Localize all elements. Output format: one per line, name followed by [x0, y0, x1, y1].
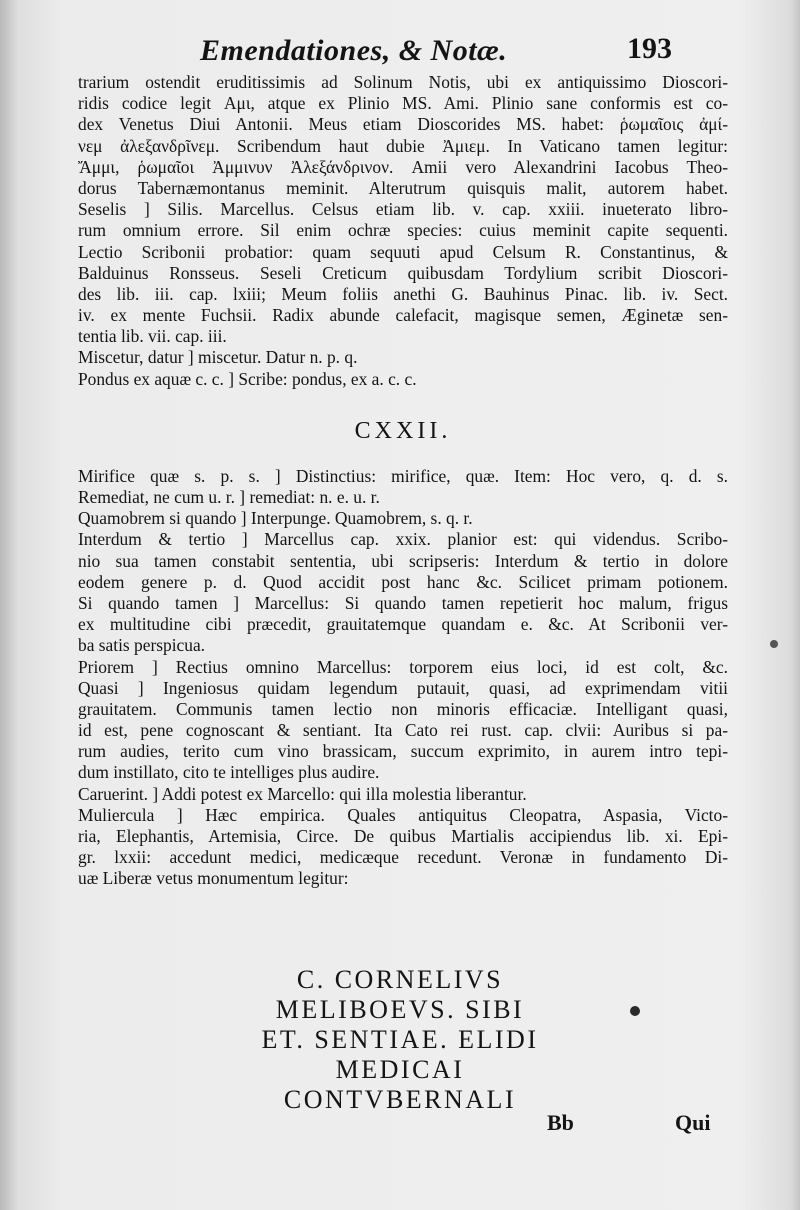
text-line: Lectio Scribonii probatior: quam sequuti apud Celsum R. Constantinus, & [78, 241, 728, 262]
note-line: Mirifice quæ s. p. s. ] Distinctius: mirifice, quæ. Item: Hoc vero, q. d. s. [78, 465, 728, 486]
note-line: Interdum & tertio ] Marcellus cap. xxix. planior est: qui videndus. Scribo- [78, 529, 728, 550]
text-line: dorus Tabernæmontanus meminit. Alterutrum quisquis malit, autorem habet. [78, 177, 728, 198]
page-number: 193 [627, 32, 672, 65]
page-header [0, 28, 800, 72]
note-line: Priorem ] Rectius omnino Marcellus: torporem eius loci, id est colt, &c. [78, 656, 728, 677]
note-line: gr. lxxii: accedunt medici, medicæque recedunt. Veronæ in fundamento Di- [78, 847, 728, 868]
inscription-line: CONTVBERNALI [283, 1085, 517, 1114]
note-line: grauitatem. Communis tamen lectio non minoris efficaciæ. Intelligant quasi, [78, 698, 728, 719]
signature-mark: Bb [547, 1110, 574, 1135]
note-line: ba satis perspicua. [78, 635, 206, 656]
inscription-line: C. CORNELIVS [296, 965, 504, 994]
page-footer [0, 1110, 800, 1150]
note-line: Si quando tamen ] Marcellus: Si quando tamen repetierit hoc malum, frigus [78, 592, 728, 613]
ink-spot [630, 1006, 640, 1016]
text-line: ridis codice legit Αμι, atque ex Plinio MS. Ami. Plinio sane conformis est co- [78, 93, 728, 114]
text-line: trarium ostendit eruditissimis ad Solinum Notis, ubi ex antiquissimo Dioscori- [78, 72, 728, 92]
note-line: Muliercula ] Hæc empirica. Quales antiquitus Cleopatra, Aspasia, Victo- [78, 804, 728, 825]
inscription-line: ET. SENTIAE. ELIDI [261, 1025, 539, 1054]
note-line: Quamobrem si quando ] Interpunge. Quamobrem, s. q. r. [78, 508, 473, 529]
text-line: Ἄμμι, ῥωμαῖοι Ἀμμινυν Ἀλεξάνδρινον. Amii vero Alexandrini Iacobus Theo- [78, 156, 728, 177]
inscription-line: MELIBOEVS. SIBI [275, 995, 525, 1024]
note-line: rum audies, terito cum vino brassicam, succum exprimito, in aurem intro tepi- [78, 741, 728, 762]
notes-block [78, 466, 728, 890]
text-line: Pondus ex aquæ c. c. ] Scribe: pondus, ex a. c. c. [78, 368, 417, 389]
catchword: Qui [675, 1110, 711, 1135]
note-line: dum instillato, cito te intelliges plus audire. [78, 762, 380, 783]
note-line: ex multitudine cibi præcedit, grauitatemque quandam e. &c. At Scribonii ver- [78, 614, 728, 635]
text-line: Miscetur, datur ] miscetur. Datur n. p. q. [78, 347, 358, 368]
main-text [78, 72, 728, 890]
text-line: Balduinus Ronsseus. Seseli Creticum quibusdam Tordylium scribit Dioscori- [78, 262, 728, 283]
text-line: des lib. iii. cap. lxiii; Meum foliis anethi G. Bauhinus Pinac. lib. iv. Sect. [78, 283, 728, 304]
note-line: eodem genere p. d. Quod accidit post hanc &c. Scilicet primam potionem. [78, 571, 728, 592]
note-line: nio sua tamen constabit sententia, ubi scripseris: Interdum & tertio in dolore [78, 550, 728, 571]
text-line: tentia lib. vii. cap. iii. [78, 326, 227, 347]
note-line: id est, pene cognoscant & sentiant. Ita Cato rei rust. cap. clvii: Auribus si pa- [78, 720, 728, 741]
inscription [150, 965, 650, 1115]
ink-spot [770, 640, 778, 648]
note-line: uæ Liberæ vetus monumentum legitur: [78, 868, 349, 889]
section-heading: CXXII. [354, 417, 452, 444]
note-line: Caruerint. ] Addi potest ex Marcello: qui illa molestia liberantur. [78, 783, 527, 804]
inscription-line: MEDICAI [335, 1055, 465, 1084]
running-title: Emendationes, & Notæ. [200, 34, 508, 67]
note-line: Remediat, ne cum u. r. ] remediat: n. e. u. r. [78, 487, 380, 507]
text-line: dex Venetus Diui Antonii. Meus etiam Dioscorides MS. habet: ῥωμαῖοις ἀμί- [78, 114, 728, 135]
text-line: Seselis ] Silis. Marcellus. Celsus etiam lib. v. cap. xxiii. inueterato libro- [78, 199, 728, 220]
note-line: ria, Elephantis, Artemisia, Circe. De quibus Martialis accipiendus lib. xi. Epi- [78, 826, 728, 846]
text-line: iv. ex mente Fuchsii. Radix abunde calefacit, magisque semen, Æginetæ sen- [78, 305, 728, 326]
text-line: νεμ ἀλεξανδρῖνεμ. Scribendum haut dubie Ἀμιεμ. In Vaticano tamen legitur: [78, 135, 728, 156]
text-line: rum omnium errore. Sil enim ochræ species: cuius meminit capite sequenti. [78, 220, 728, 241]
note-line: Quasi ] Ingeniosus quidam legendum putauit, quasi, ad exprimendam vitii [78, 677, 728, 698]
